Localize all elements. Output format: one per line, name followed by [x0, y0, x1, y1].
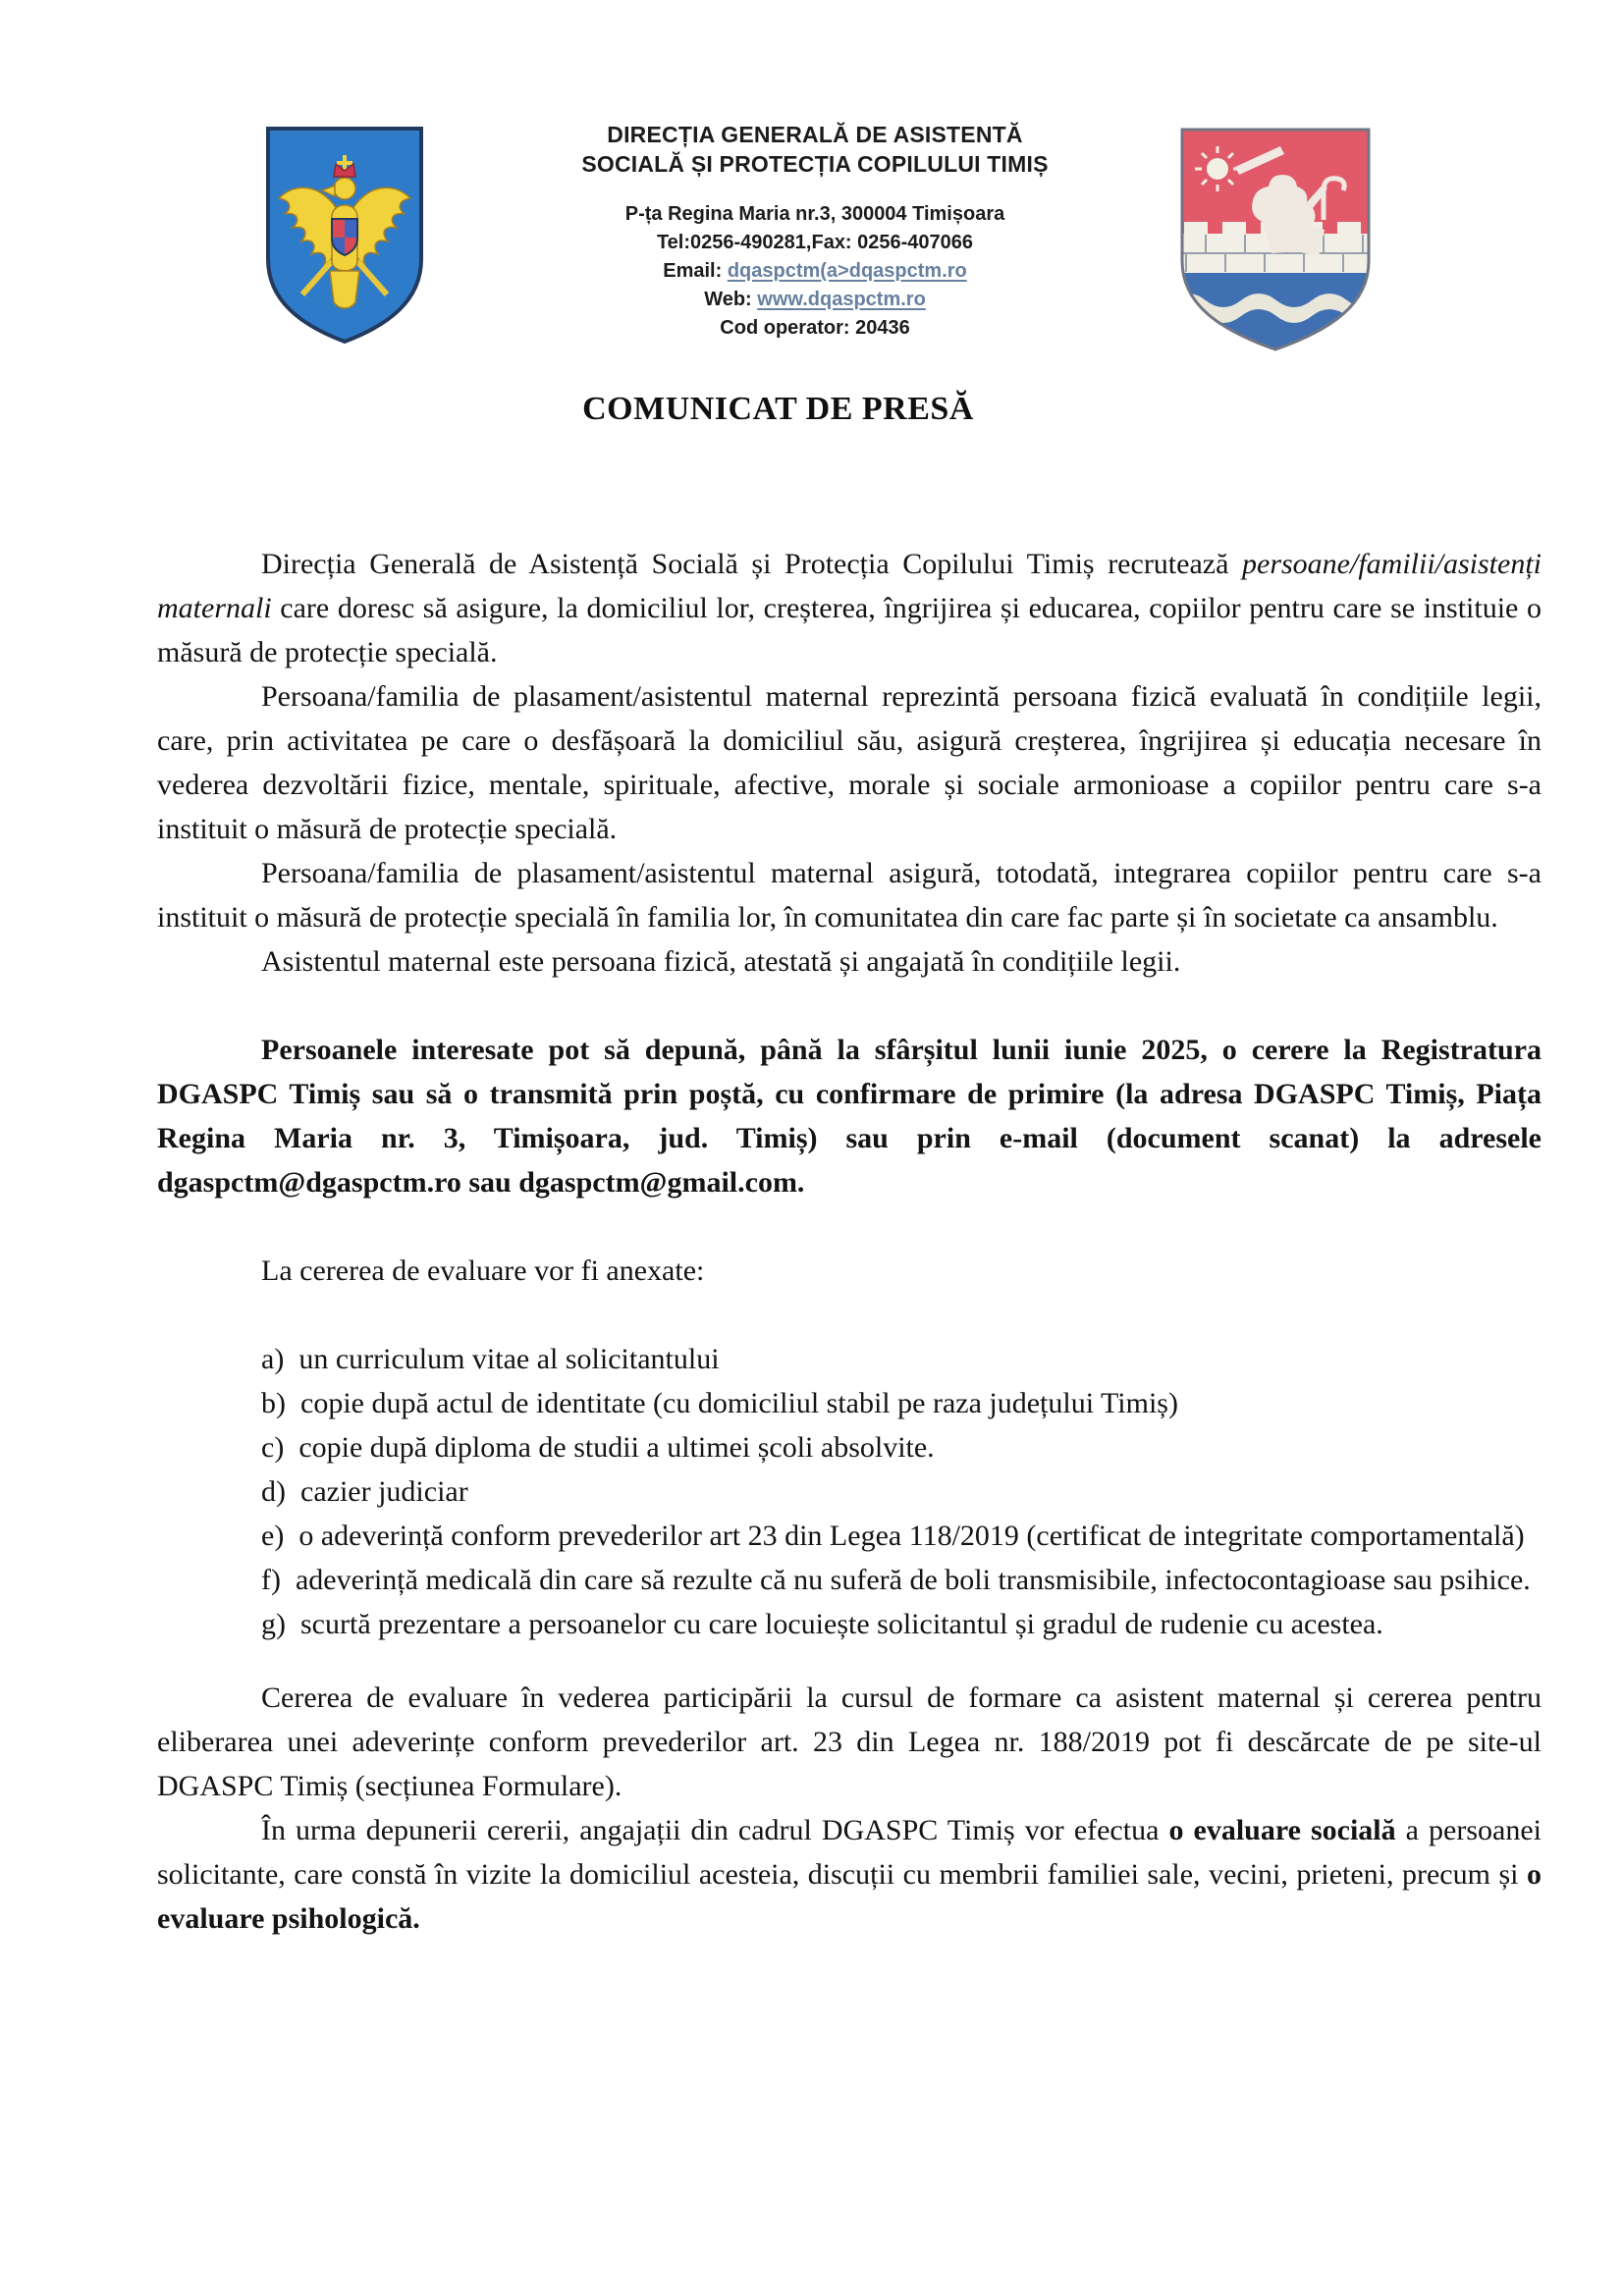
timis-county-coat-of-arms-icon: [1176, 124, 1375, 357]
list-marker: d): [261, 1475, 286, 1508]
paragraph-intro: [157, 542, 1542, 674]
list-marker: f): [261, 1564, 281, 1596]
spacer: [157, 984, 1542, 1028]
evaluation-social-bold: o evaluare socială: [1168, 1814, 1396, 1846]
web-label: Web:: [704, 289, 758, 310]
attachments-intro: La cererea de evaluare vor fi anexate:: [261, 1255, 705, 1287]
paragraph-intro-lead: Direcția Generală de Asistență Socială și Protecția Copilului Timiș recrutează: [261, 548, 1242, 580]
spacer: [157, 1204, 1542, 1249]
org-phone-fax: Tel:0256-490281,Fax: 0256-407066: [656, 232, 974, 253]
romania-coat-of-arms-icon: [263, 124, 426, 347]
list-item-text: scurtă prezentare a persoanelor cu care locuiește solicitantul și gradul de rudenie cu acestea.: [300, 1608, 1383, 1640]
paragraph-evaluation-mid: a persoanei solicitante, care constă în vizite la domiciliul acesteia, discuții cu membrii familiei sale, vecini, prieteni, precum și: [157, 1814, 1542, 1891]
list-item-text: adeverință medicală din care să rezulte că nu suferă de boli transmisibile, infectocontagioase sau psihice.: [295, 1564, 1531, 1596]
email-label: Email:: [663, 260, 728, 282]
list-item-text: copie după diploma de studii a ultimei școli absolvite.: [298, 1431, 935, 1464]
page-title: COMUNICAT DE PRESĂ: [582, 391, 974, 427]
list-item: [157, 1337, 1542, 1381]
list-item: [157, 1381, 1542, 1425]
org-cod-operator: Cod operator: 20436: [720, 317, 910, 339]
paragraph-integration: Persoana/familia de plasament/asistentul maternal asigură, totodată, integrarea copiilor pentru care s-a instituit o măsură de protecție specială în familia lor, în comunitatea din care fac parte și în societate ca ansamblu.: [157, 857, 1542, 934]
list-item-text: copie după actul de identitate (cu domiciliul stabil pe raza județului Timiș): [300, 1387, 1178, 1419]
list-item-text: cazier judiciar: [300, 1475, 468, 1508]
list-item: [157, 1558, 1542, 1602]
list-marker: c): [261, 1431, 285, 1464]
paragraph-evaluation-lead: În urma depunerii cererii, angajații din cadrul DGASPC Timiș vor efectua: [261, 1814, 1169, 1846]
paragraph-evaluation: [157, 1808, 1542, 1941]
list-marker: b): [261, 1387, 286, 1419]
paragraph-asistent: Asistentul maternal este persoana fizică, atestată și angajată în condițiile legii.: [261, 945, 1181, 978]
list-item: [157, 1514, 1542, 1558]
document-body: [157, 542, 1542, 1941]
paragraph-deadline: [157, 1028, 1542, 1204]
paragraph-deadline-bold: Persoanele interesate pot să depună, până la sfârșitul lunii iunie 2025, o cerere la Registratura DGASPC Timiș sau să o transmită prin poștă, cu confirmare de primire (la adresa DGASPC Timiș, Piața Regina Maria nr. 3, Timișoara, jud. Timiș) sau prin e-mail (document scanat) la adresele dgaspctm@dgaspctm.ro sau dgaspctm@gmail.com.: [157, 1034, 1542, 1199]
letterhead: [447, 120, 1183, 343]
org-web-line: [447, 286, 1183, 314]
list-marker: g): [261, 1608, 286, 1640]
list-marker: a): [261, 1343, 285, 1375]
paragraph-definition: Persoana/familia de plasament/asistentul maternal reprezintă persoana fizică evaluată în condițiile legii, care, prin activitatea pe care o desfășoară la domiciliul său, asigură creșterea, îngrijirea și educația necesare în vederea dezvoltării fizice, mentale, spirituale, afective, morale și sociale armonioase a copiilor pentru care s-a instituit o măsură de protecție specială.: [157, 680, 1542, 845]
spacer: [157, 1646, 1542, 1676]
list-item: [157, 1425, 1542, 1469]
list-item: [157, 1602, 1542, 1646]
list-item: [157, 1469, 1542, 1514]
org-name-line2: SOCIALĂ ȘI PROTECȚIA COPILULUI TIMIȘ: [581, 151, 1049, 177]
list-item-text: un curriculum vitae al solicitantului: [298, 1343, 720, 1375]
evaluation-psych-bold: o evaluare psihologică.: [157, 1858, 1542, 1935]
org-address: P-ța Regina Maria nr.3, 300004 Timișoara: [624, 203, 1005, 225]
paragraph-intro-rest: care doresc să asigure, la domiciliul lor, creșterea, îngrijirea și educarea, copiilor pentru care se instituie o măsură de protecție specială.: [157, 592, 1542, 668]
spacer: [157, 1293, 1542, 1337]
email-link[interactable]: dqaspctm(a>dqaspctm.ro: [727, 260, 967, 282]
org-email-line: [447, 257, 1183, 286]
paragraph-forms: Cererea de evaluare în vederea participării la cursul de formare ca asistent maternal și cererea pentru eliberarea unei adeverințe conform prevederilor art. 23 din Legea nr. 188/2019 pot fi descărcate de pe site-ul DGASPC Timiș (secțiunea Formulare).: [157, 1682, 1542, 1802]
list-item-text: o adeverință conform prevederilor art 23 din Legea 118/2019 (certificat de integritate comportamentală): [298, 1520, 1525, 1552]
web-link[interactable]: www.dqaspctm.ro: [757, 289, 926, 310]
list-marker: e): [261, 1520, 285, 1552]
paragraph-intro-italic: persoane/familii/asistenți maternali: [157, 548, 1542, 624]
org-name-line1: DIRECȚIA GENERALĂ DE ASISTENTĂ: [607, 122, 1023, 147]
